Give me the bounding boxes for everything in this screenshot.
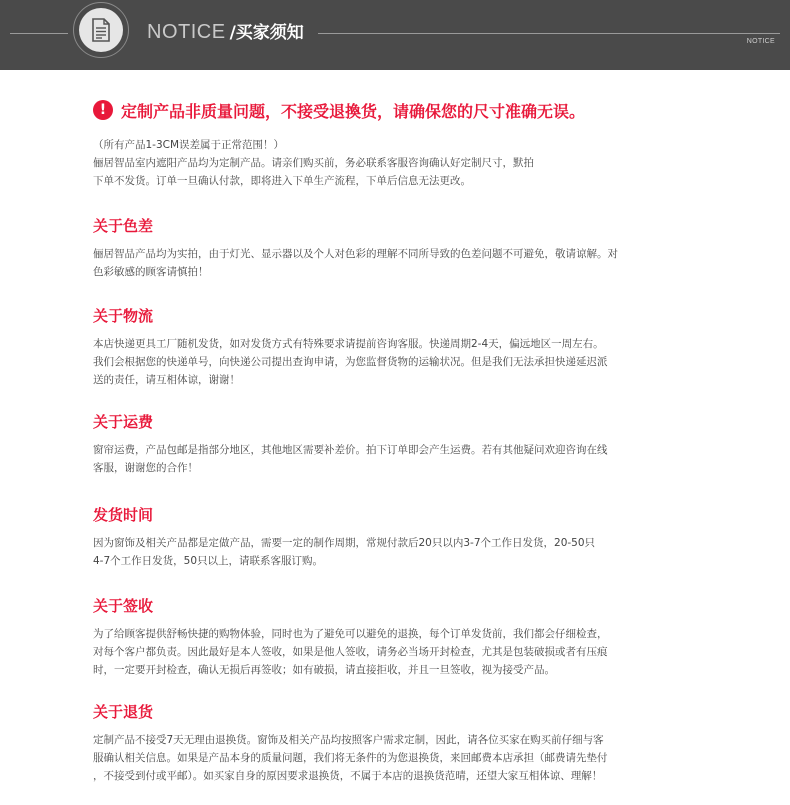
warning-banner <box>93 97 585 123</box>
section-returns <box>93 702 693 785</box>
notice-header <box>0 0 790 70</box>
section-line: 客服，谢谢您的合作！ <box>93 462 198 474</box>
section-line: 送的责任，请互相体谅，谢谢！ <box>93 374 240 386</box>
section-body <box>93 335 693 389</box>
header-divider-left <box>10 33 68 34</box>
section-line: 本店快递更具工厂随机发货，如对发货方式有特殊要求请提前咨询客服。快递周期2-4天，偏远地区一周左右。 <box>93 338 604 350</box>
document-icon <box>79 8 123 52</box>
section-title: 关于退货 <box>93 703 154 721</box>
section-line: 色彩敏感的顾客请慎拍！ <box>93 266 209 278</box>
section-delivery-time <box>93 505 693 570</box>
section-line: 服确认相关信息。如果是产品本身的质量问题，我们将无条件的为您退换货，来回邮费本店承担（邮费请先垫付 <box>93 752 608 764</box>
header-small-label: NOTICE <box>746 38 775 45</box>
section-signing <box>93 596 693 679</box>
section-line: 我们会根据您的快递单号，向快递公司提出查询申请，为您监督货物的运输状况。但是我们无法承担快递延迟派 <box>93 356 608 368</box>
section-body <box>93 245 693 281</box>
section-title: 关于物流 <box>93 307 154 325</box>
section-color-difference <box>93 216 693 281</box>
notice-icon-badge <box>73 2 129 58</box>
header-divider-right <box>318 33 780 34</box>
warning-text: 定制产品非质量问题，不接受退換货，请确保您的尺寸准确无误。 <box>121 101 586 121</box>
section-body <box>93 625 693 679</box>
section-line: 因为窗饰及相关产品都是定做产品，需要一定的制作周期，常规付款后20只以内3-7个工作日发货，20-50只 <box>93 537 596 549</box>
section-line: ，不接受到付或平邮）。如买家自身的原因要求退换货，不属于本店的退换货范晴，还望大家互相体谅、理解！ <box>93 770 603 782</box>
section-body <box>93 441 693 477</box>
section-line: 4-7个工作日发货，50只以上，请联系客服订购。 <box>93 555 324 567</box>
section-title: 关于签收 <box>93 597 154 615</box>
intro-line: （所有产品1-3CM误差属于正常范围！） <box>93 139 285 151</box>
intro-line: 俪居智品室内遮阳产品均为定制产品。请亲们购买前，务必联系客服咨询确认好定制尺寸，默拍 <box>93 157 534 169</box>
section-line: 时，一定要开封检查，确认无损后再签收；如有破损，请直接拒收，并且一旦签收，视为接受产品。 <box>93 664 555 676</box>
section-shipping-fee <box>93 412 693 477</box>
section-title: 发货时间 <box>93 506 154 524</box>
section-body <box>93 731 693 785</box>
section-line: 为了给顾客提供舒畅快捷的购物体验，同时也为了避免可以避免的退换，每个订单发货前，我们都会仔细检查， <box>93 628 608 640</box>
section-body <box>93 534 693 570</box>
section-title: 关于运费 <box>93 413 154 431</box>
section-title: 关于色差 <box>93 217 154 235</box>
intro-line: 下单不发货。订单一旦确认付款，即将进入下单生产流程，下单后信息无法更改。 <box>93 175 471 187</box>
exclamation-icon: ! <box>93 100 113 120</box>
section-line: 定制产品不接受7天无理由退换货。窗饰及相关产品均按照客户需求定制，因此，请各位买家在购买前仔细与客 <box>93 734 604 746</box>
section-logistics <box>93 306 693 389</box>
header-title <box>147 19 304 46</box>
section-line: 对每个客户都负责。因此最好是本人签收，如果是他人签收，请务必当场开封检查，尤其是包装破损或者有压痕 <box>93 646 608 658</box>
section-line: 俪居智品产品均为实拍，由于灯光、显示器以及个人对色彩的理解不同所导致的色差问题不可避免，敬请谅解。对 <box>93 248 618 260</box>
intro-paragraph <box>93 136 693 190</box>
header-title-en: NOTICE <box>147 21 226 43</box>
header-title-cn: /买家须知 <box>229 23 304 43</box>
section-line: 窗帘运费，产品包邮是指部分地区，其他地区需要补差价。拍下订单即会产生运费。若有其他疑问欢迎咨询在线 <box>93 444 608 456</box>
